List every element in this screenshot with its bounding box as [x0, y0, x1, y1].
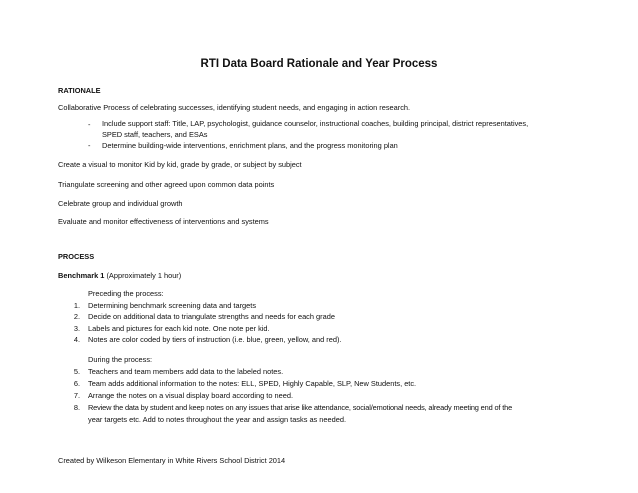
list-number: 7.	[73, 391, 80, 400]
list-item: Decide on additional data to triangulate strengths and needs for each grade	[88, 312, 335, 321]
list-item: Labels and pictures for each kid note. One note per kid.	[88, 324, 270, 333]
list-number: 1.	[73, 301, 80, 310]
list-item: Determining benchmark screening data and targets	[88, 301, 257, 310]
list-number: 6.	[73, 379, 80, 388]
list-number: 8.	[73, 403, 80, 412]
list-number: 4.	[73, 335, 80, 344]
rationale-intro: Collaborative Process of celebrating successes, identifying student needs, and engaging in action research.	[58, 103, 411, 112]
dash-bullet: -	[88, 120, 91, 129]
list-number: 2.	[73, 312, 80, 321]
list-item: Teachers and team members add data to the labeled notes.	[88, 367, 284, 376]
process-heading: PROCESS	[58, 252, 95, 261]
preceding-label: Preceding the process:	[88, 289, 164, 298]
dash-item-support-staff: Include support staff: Title, LAP, psychologist, guidance counselor, instructional coaches, building principal, district representatives, SPED staff, teachers, and ESAs	[102, 119, 529, 139]
benchmark-duration: (Approximately 1 hour)	[104, 271, 182, 280]
rationale-line-visual: Create a visual to monitor Kid by kid, grade by grade, or subject by subject	[58, 160, 302, 169]
rationale-line-celebrate: Celebrate group and individual growth	[58, 199, 183, 208]
rationale-line-triangulate: Triangulate screening and other agreed upon common data points	[58, 180, 275, 189]
document-footer: Created by Wilkeson Elementary in White Rivers School District 2014	[58, 456, 286, 465]
rationale-heading: RATIONALE	[58, 86, 101, 95]
benchmark-line	[58, 271, 181, 280]
rationale-line-evaluate: Evaluate and monitor effectiveness of interventions and systems	[58, 217, 269, 226]
list-number: 3.	[73, 324, 80, 333]
list-item: Notes are color coded by tiers of instruction (i.e. blue, green, yellow, and red).	[88, 335, 342, 344]
document-title: RTI Data Board Rationale and Year Process	[200, 58, 438, 70]
dash-item-interventions: Determine building-wide interventions, enrichment plans, and the progress monitoring plan	[102, 141, 398, 150]
list-item: Team adds additional information to the notes: ELL, SPED, Highly Capable, SLP, New Students, etc.	[88, 379, 417, 388]
list-number: 5.	[73, 367, 80, 376]
benchmark-label: Benchmark 1	[58, 271, 105, 280]
list-item: Review the data by student and keep notes on any issues that arise like attendance, social/emotional needs, already meeting end of the	[88, 403, 513, 412]
list-item: Arrange the notes on a visual display board according to need.	[88, 391, 294, 400]
list-item-continuation: year targets etc. Add to notes throughout the year and assign tasks as needed.	[88, 415, 347, 424]
dash-bullet: -	[88, 141, 91, 150]
during-label: During the process:	[88, 355, 153, 364]
